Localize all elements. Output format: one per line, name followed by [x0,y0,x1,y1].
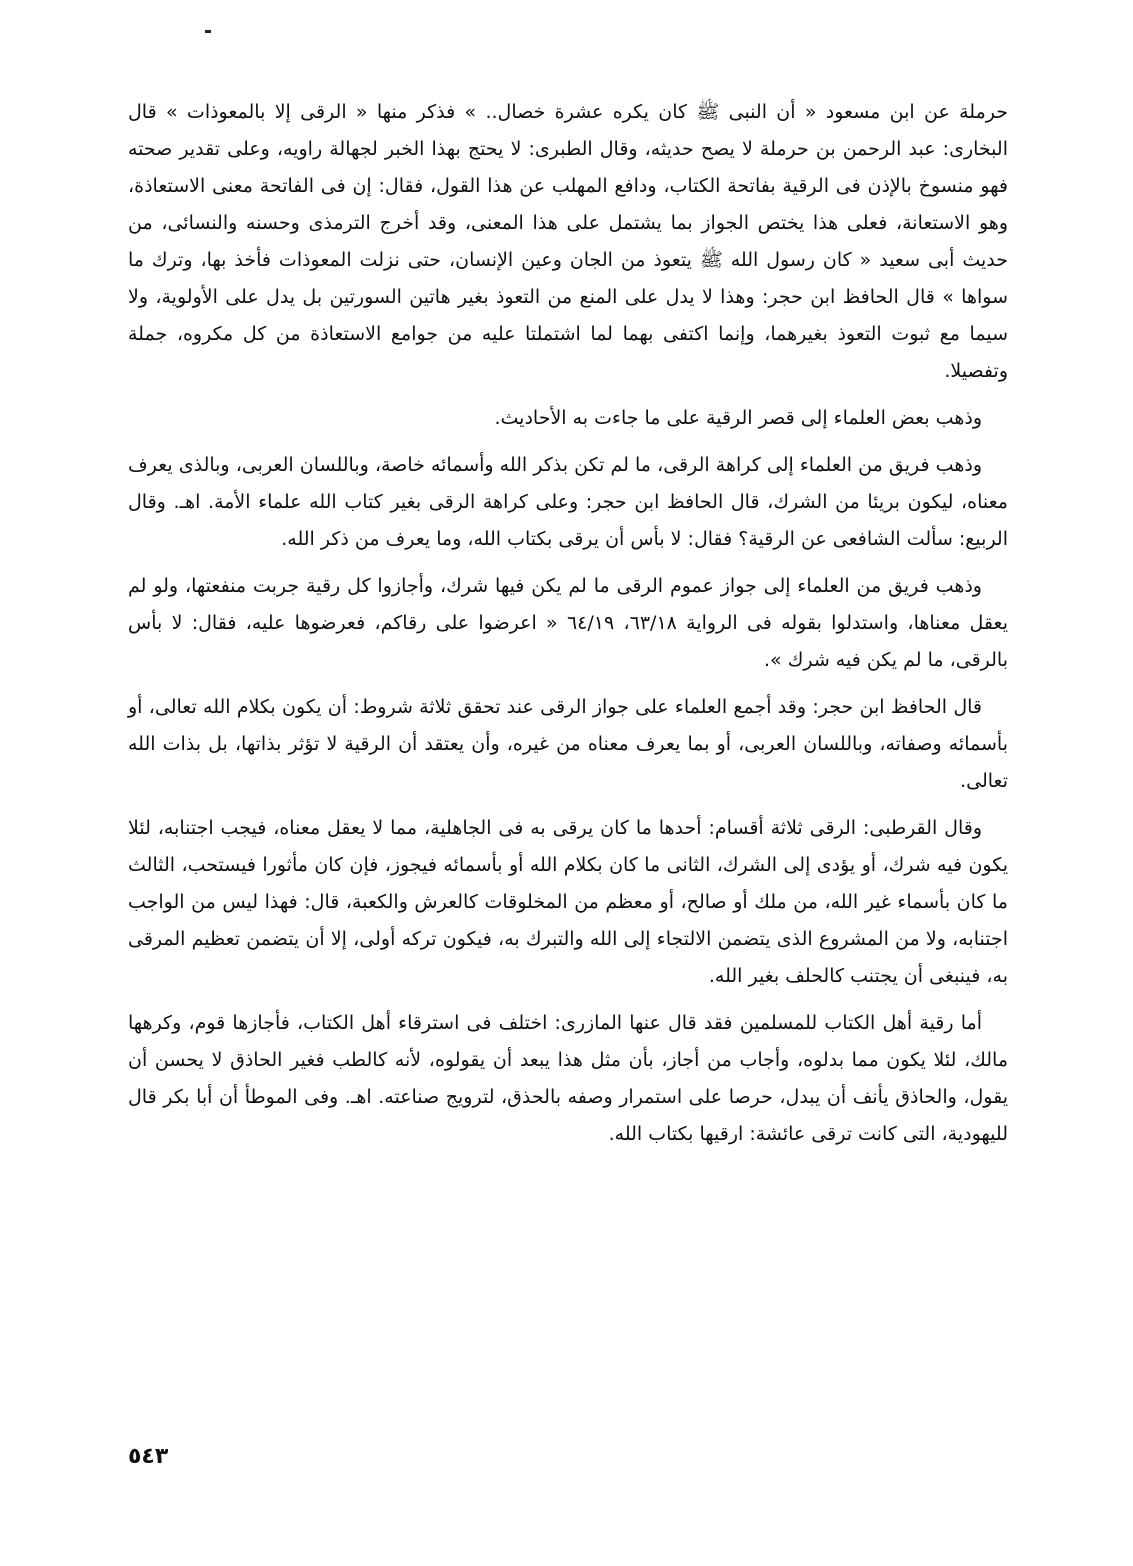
paragraph-1: حرملة عن ابن مسعود « أن النبى ﷺ كان يكره عشرة خصال.. » فذكر منها « الرقى إلا بالمعوذات » قال البخارى: عبد الرحمن بن حرملة لا يصح حديثه، وقال الطبرى: لا يحتج بهذا الخبر لجهالة راويه، وعلى تقدير صحته فهو منسوخ بالإذن فى الرقية بفاتحة الكتاب، ودافع المهلب عن هذا القول، فقال: إن فى الفاتحة معنى الاستعاذة، وهو الاستعانة، فعلى هذا يختص الجواز بما يشتمل على هذا المعنى، وقد أخرج الترمذى وحسنه والنسائى، من حديث أبى سعيد « كان رسول الله ﷺ يتعوذ من الجان وعين الإنسان، حتى نزلت المعوذات فأخذ بها، وترك ما سواها » قال الحافظ ابن حجر: وهذا لا يدل على المنع من التعوذ بغير هاتين السورتين بل يدل على الأولوية، ولا سيما مع ثبوت التعوذ بغيرهما، وإنما اكتفى بهما لما اشتملتا عليه من جوامع الاستعاذة من كل مكروه، جملة وتفصيلا. [128,101,1008,382]
paragraph-6: وقال القرطبى: الرقى ثلاثة أقسام: أحدها ما كان يرقى به فى الجاهلية، مما لا يعقل معناه، فيجب اجتنابه، لئلا يكون فيه شرك، أو يؤدى إلى الشرك، الثانى ما كان بكلام الله أو بأسمائه فيجوز، فإن كان مأثورا فيستحب، الثالث ما كان بأسماء غير الله، من ملك أو صالح، أو معظم من المخلوقات كالعرش والكعبة، قال: فهذا ليس من الواجب اجتنابه، ولا من المشروع الذى يتضمن الالتجاء إلى الله والتبرك به، فيكون تركه أولى، إلا أن يتضمن تعظيم المرقى به، فينبغى أن يجتنب كالحلف بغير الله. [128,817,1008,987]
body-text [128,94,1008,1153]
paragraph-2: وذهب بعض العلماء إلى قصر الرقية على ما جاءت به الأحاديث. [494,407,982,429]
scan-mark [205,30,211,33]
page-number: ٥٤٣ [128,1444,169,1469]
paragraph-4: وذهب فريق من العلماء إلى جواز عموم الرقى ما لم يكن فيها شرك، وأجازوا كل رقية جربت منفعتها، ولو لم يعقل معناها، واستدلوا بقوله فى الرواية ٦٣/١٨، ٦٤/١٩ « اعرضوا على رقاكم، فعرضوها عليه، فقال: لا بأس بالرقى، ما لم يكن فيه شرك ». [128,575,1008,671]
paragraph-7: أما رقية أهل الكتاب للمسلمين فقد قال عنها المازرى: اختلف فى استرقاء أهل الكتاب، فأجازها قوم، وكرهها مالك، لئلا يكون مما بدلوه، وأجاب من أجاز، بأن مثل هذا يبعد أن يقولوه، لأنه كالطب فغير الحاذق لا يحسن أن يقول، والحاذق يأنف أن يبدل، حرصا على استمرار وصفه بالحذق، لترويج صناعته. اهـ. وفى الموطأ أن أبا بكر قال لليهودية، التى كانت ترقى عائشة: ارقيها بكتاب الله. [128,1012,1008,1145]
paragraph-5: قال الحافظ ابن حجر: وقد أجمع العلماء على جواز الرقى عند تحقق ثلاثة شروط: أن يكون بكلام الله تعالى، أو بأسمائه وصفاته، وباللسان العربى، أو بما يعرف معناه من غيره، وأن يعتقد أن الرقية لا تؤثر بذاتها، بل بذات الله تعالى. [128,696,1008,792]
paragraph-3: وذهب فريق من العلماء إلى كراهة الرقى، ما لم تكن بذكر الله وأسمائه خاصة، وباللسان العربى، وبالذى يعرف معناه، ليكون بريئا من الشرك، قال الحافظ ابن حجر: وعلى كراهة الرقى بغير كتاب الله علماء الأمة. اهـ. وقال الربيع: سألت الشافعى عن الرقية؟ فقال: لا بأس أن يرقى بكتاب الله، وما يعرف من ذكر الله. [128,454,1008,550]
